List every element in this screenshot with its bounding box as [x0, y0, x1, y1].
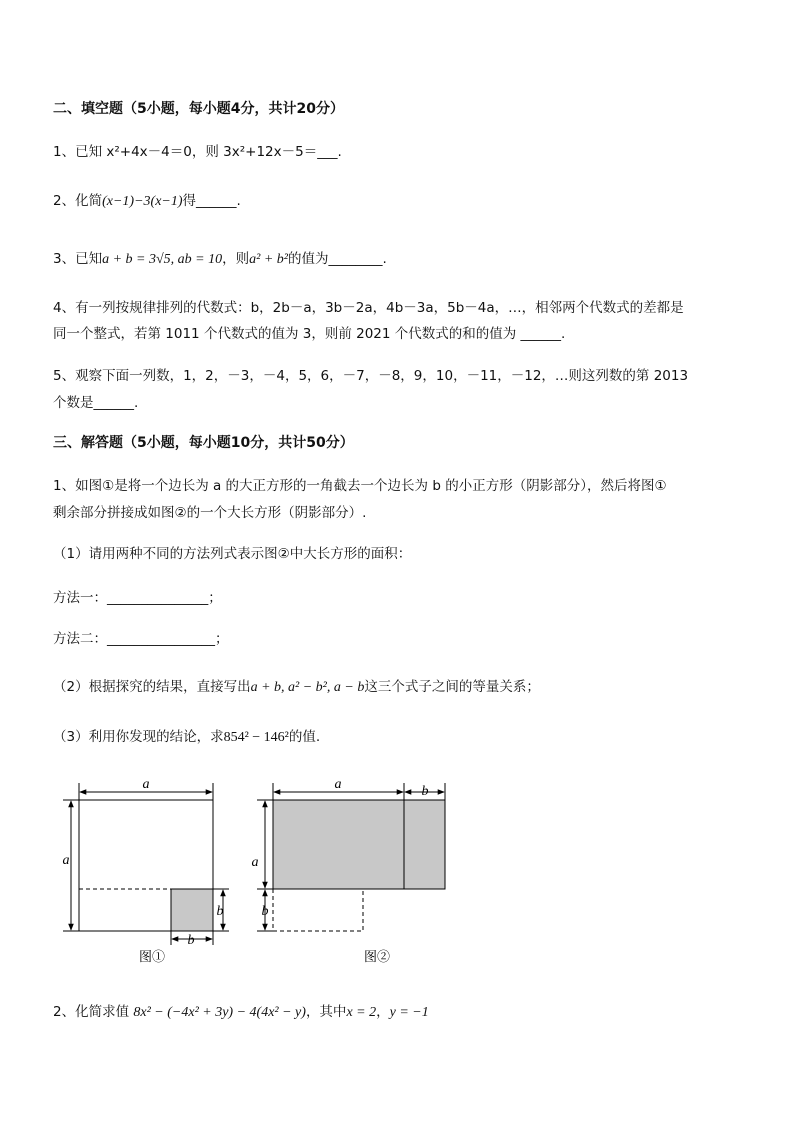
- question-mid: ，其中: [305, 1004, 347, 1020]
- question-tail: 的值为________.: [287, 251, 387, 267]
- math-expression: (x−1)−3(x−1): [102, 194, 183, 209]
- figure-2-caption: 图②: [363, 949, 391, 964]
- section3-title: 三、解答题（5小题，每小题10分，共计50分）: [53, 435, 354, 451]
- dashed-moved-strip: [273, 889, 363, 931]
- condition-y: y = −1: [389, 1005, 429, 1020]
- question-3-1-part1: （1）请用两种不同的方法列式表示图②中大长方形的面积：: [53, 546, 412, 562]
- math-expression: a + b = 3√5, ab = 10: [102, 252, 223, 267]
- method-one-blank: 方法一：_______________；: [53, 590, 222, 606]
- math-expression: 854² − 146²: [223, 730, 289, 745]
- part-lead: （2）根据探究的结果，直接写出: [53, 679, 251, 695]
- question-text: 已知 x²+4x－4＝0，则 3x²+12x－5＝___.: [75, 144, 342, 160]
- figure-1-caption: 图①: [138, 949, 166, 964]
- question-number: 2、: [53, 1004, 76, 1020]
- section2-title: 二、填空题（5小题，每小题4分，共计20分）: [53, 101, 344, 117]
- figure-2: [252, 777, 446, 964]
- figure-1: [63, 777, 230, 964]
- math-expression-2: a² + b²: [249, 252, 288, 267]
- question-text: 如图①是将一个边长为 a 的大正方形的一角截去一个边长为 b 的小正方形（阴影部分），然后将图①: [75, 478, 667, 494]
- question-text: 有一列按规律排列的代数式：b，2b－a，3b－2a，4b－3a，5b－4a，…，相邻两个代数式的差都是: [75, 300, 684, 316]
- question-number: 2、: [53, 193, 76, 209]
- label-a-left: a: [62, 853, 70, 868]
- math-expression: a + b, a² − b², a − b: [250, 680, 365, 695]
- label-b-bottom: b: [187, 933, 195, 948]
- question-2-4-line2: 同一个整式，若第 1011 个代数式的值为 3，则前 2021 个代数式的和的值为 ______.: [53, 326, 566, 342]
- condition-x: x = 2: [346, 1005, 377, 1020]
- question-3-2: [53, 1004, 429, 1021]
- question-lead: 已知: [75, 251, 103, 267]
- label-b-right: b: [216, 904, 224, 919]
- math-expression: 8x² − (−4x² + 3y) − 4(4x² − y): [133, 1005, 306, 1020]
- question-3-1-line2: 剩余部分拼接成如图②的一个大长方形（阴影部分）.: [53, 505, 367, 521]
- label-a-top: a: [142, 777, 150, 792]
- question-mid: ，则: [222, 251, 250, 267]
- question-lead: 化简求值: [75, 1004, 130, 1020]
- part-lead: （3）利用你发现的结论，求: [53, 729, 224, 745]
- question-number: 1、: [53, 144, 76, 160]
- question-lead: 化简: [75, 193, 103, 209]
- small-square-shaded: [171, 889, 213, 931]
- shaded-part-left: [273, 800, 404, 889]
- question-tail: 得______.: [182, 193, 241, 209]
- question-text: 观察下面一列数，1，2，－3，－4，5，6，－7，－8，9，10，－11，－12，…则这列数的第 2013: [75, 368, 689, 384]
- part-tail: 的值.: [288, 729, 321, 745]
- question-2-5-line2: 个数是______.: [53, 395, 139, 411]
- method-two-blank: 方法二：________________；: [53, 631, 229, 647]
- label-b-top: b: [421, 784, 429, 799]
- label-b-left: b: [261, 904, 269, 919]
- label-a-top: a: [334, 777, 342, 792]
- separator: ，: [376, 1004, 390, 1020]
- question-number: 5、: [53, 368, 76, 384]
- question-number: 3、: [53, 251, 76, 267]
- part-tail: 这三个式子之间的等量关系；: [364, 679, 540, 695]
- question-number: 4、: [53, 300, 76, 316]
- shaded-part-right: [404, 800, 445, 889]
- label-a-left: a: [251, 855, 259, 870]
- question-number: 1、: [53, 478, 76, 494]
